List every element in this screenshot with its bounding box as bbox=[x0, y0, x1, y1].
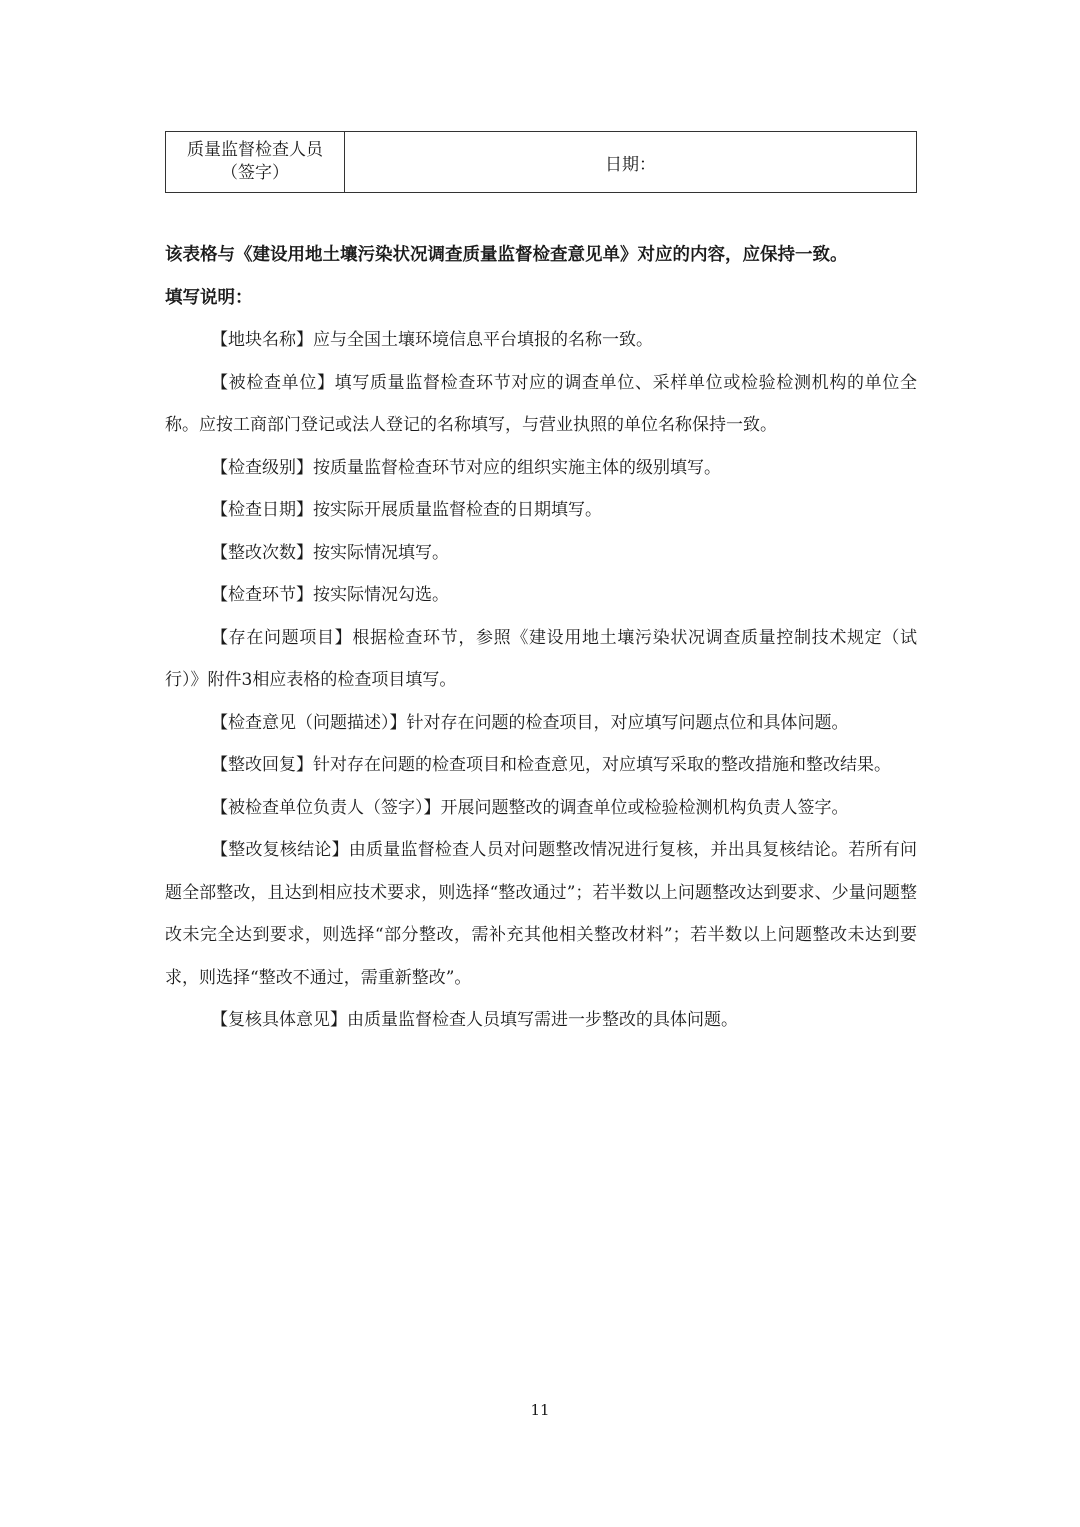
signature-note: （签字） bbox=[221, 163, 289, 183]
instruction-item-inspection-opinion: 【检查意见（问题描述）】针对存在问题的检查项目，对应填写问题点位和具体问题。 bbox=[211, 712, 849, 733]
instruction-item-unit-head-signature: 【被检查单位负责人（签字）】开展问题整改的调查单位或检验检测机构负责人签字。 bbox=[211, 797, 849, 818]
instruction-item-rectification-reply: 【整改回复】针对存在问题的检查项目和检查意见，对应填写采取的整改措施和整改结果。 bbox=[211, 755, 891, 775]
instruction-item-inspection-level: 【检查级别】按质量监督检查环节对应的组织实施主体的级别填写。 bbox=[211, 457, 721, 478]
signature-table bbox=[165, 131, 917, 193]
page-number: 11 bbox=[530, 1401, 550, 1419]
instruction-item-review-opinion: 【复核具体意见】由质量监督检查人员填写需进一步整改的具体问题。 bbox=[211, 1010, 738, 1030]
instruction-item-problem-items: 【存在问题项目】根据检查环节，参照《建设用地土壤污染状况调查质量控制技术规定（试行）》附件3相应表格的检查项目填写。 bbox=[165, 627, 917, 690]
instruction-item-rectification-count: 【整改次数】按实际情况填写。 bbox=[211, 542, 449, 563]
lead-sentence: 该表格与《建设用地土壤污染状况调查质量监督检查意见单》对应的内容，应保持一致。 bbox=[165, 245, 848, 265]
inspector-signature-label-cell bbox=[166, 132, 345, 193]
instruction-item-inspection-stage: 【检查环节】按实际情况勾选。 bbox=[211, 585, 449, 605]
date-cell bbox=[345, 132, 917, 193]
instruction-item-plot-name: 【地块名称】应与全国土壤环境信息平台填报的名称一致。 bbox=[211, 330, 653, 350]
instruction-item-inspection-date: 【检查日期】按实际开展质量监督检查的日期填写。 bbox=[211, 500, 602, 520]
instruction-item-review-conclusion: 【整改复核结论】由质量监督检查人员对问题整改情况进行复核，并出具复核结论。若所有问题全部整改，且达到相应技术要求，则选择“整改通过”；若半数以上问题整改达到要求、少量问题整改未完全达到要求，则选择“部分整改，需补充其他相关整改材料”；若半数以上问题整改未达到要求，则选择“整改不通过，需重新整改”。 bbox=[165, 840, 917, 988]
instructions-section bbox=[165, 240, 917, 1042]
instruction-item-inspected-unit: 【被检查单位】填写质量监督检查环节对应的调查单位、采样单位或检验检测机构的单位全称。应按工商部门登记或法人登记的名称填写，与营业执照的单位名称保持一致。 bbox=[165, 372, 917, 435]
date-label: 日期： bbox=[605, 154, 656, 175]
instructions-heading: 填写说明： bbox=[165, 288, 253, 308]
inspector-signature-label: 质量监督检查人员 bbox=[187, 140, 323, 160]
